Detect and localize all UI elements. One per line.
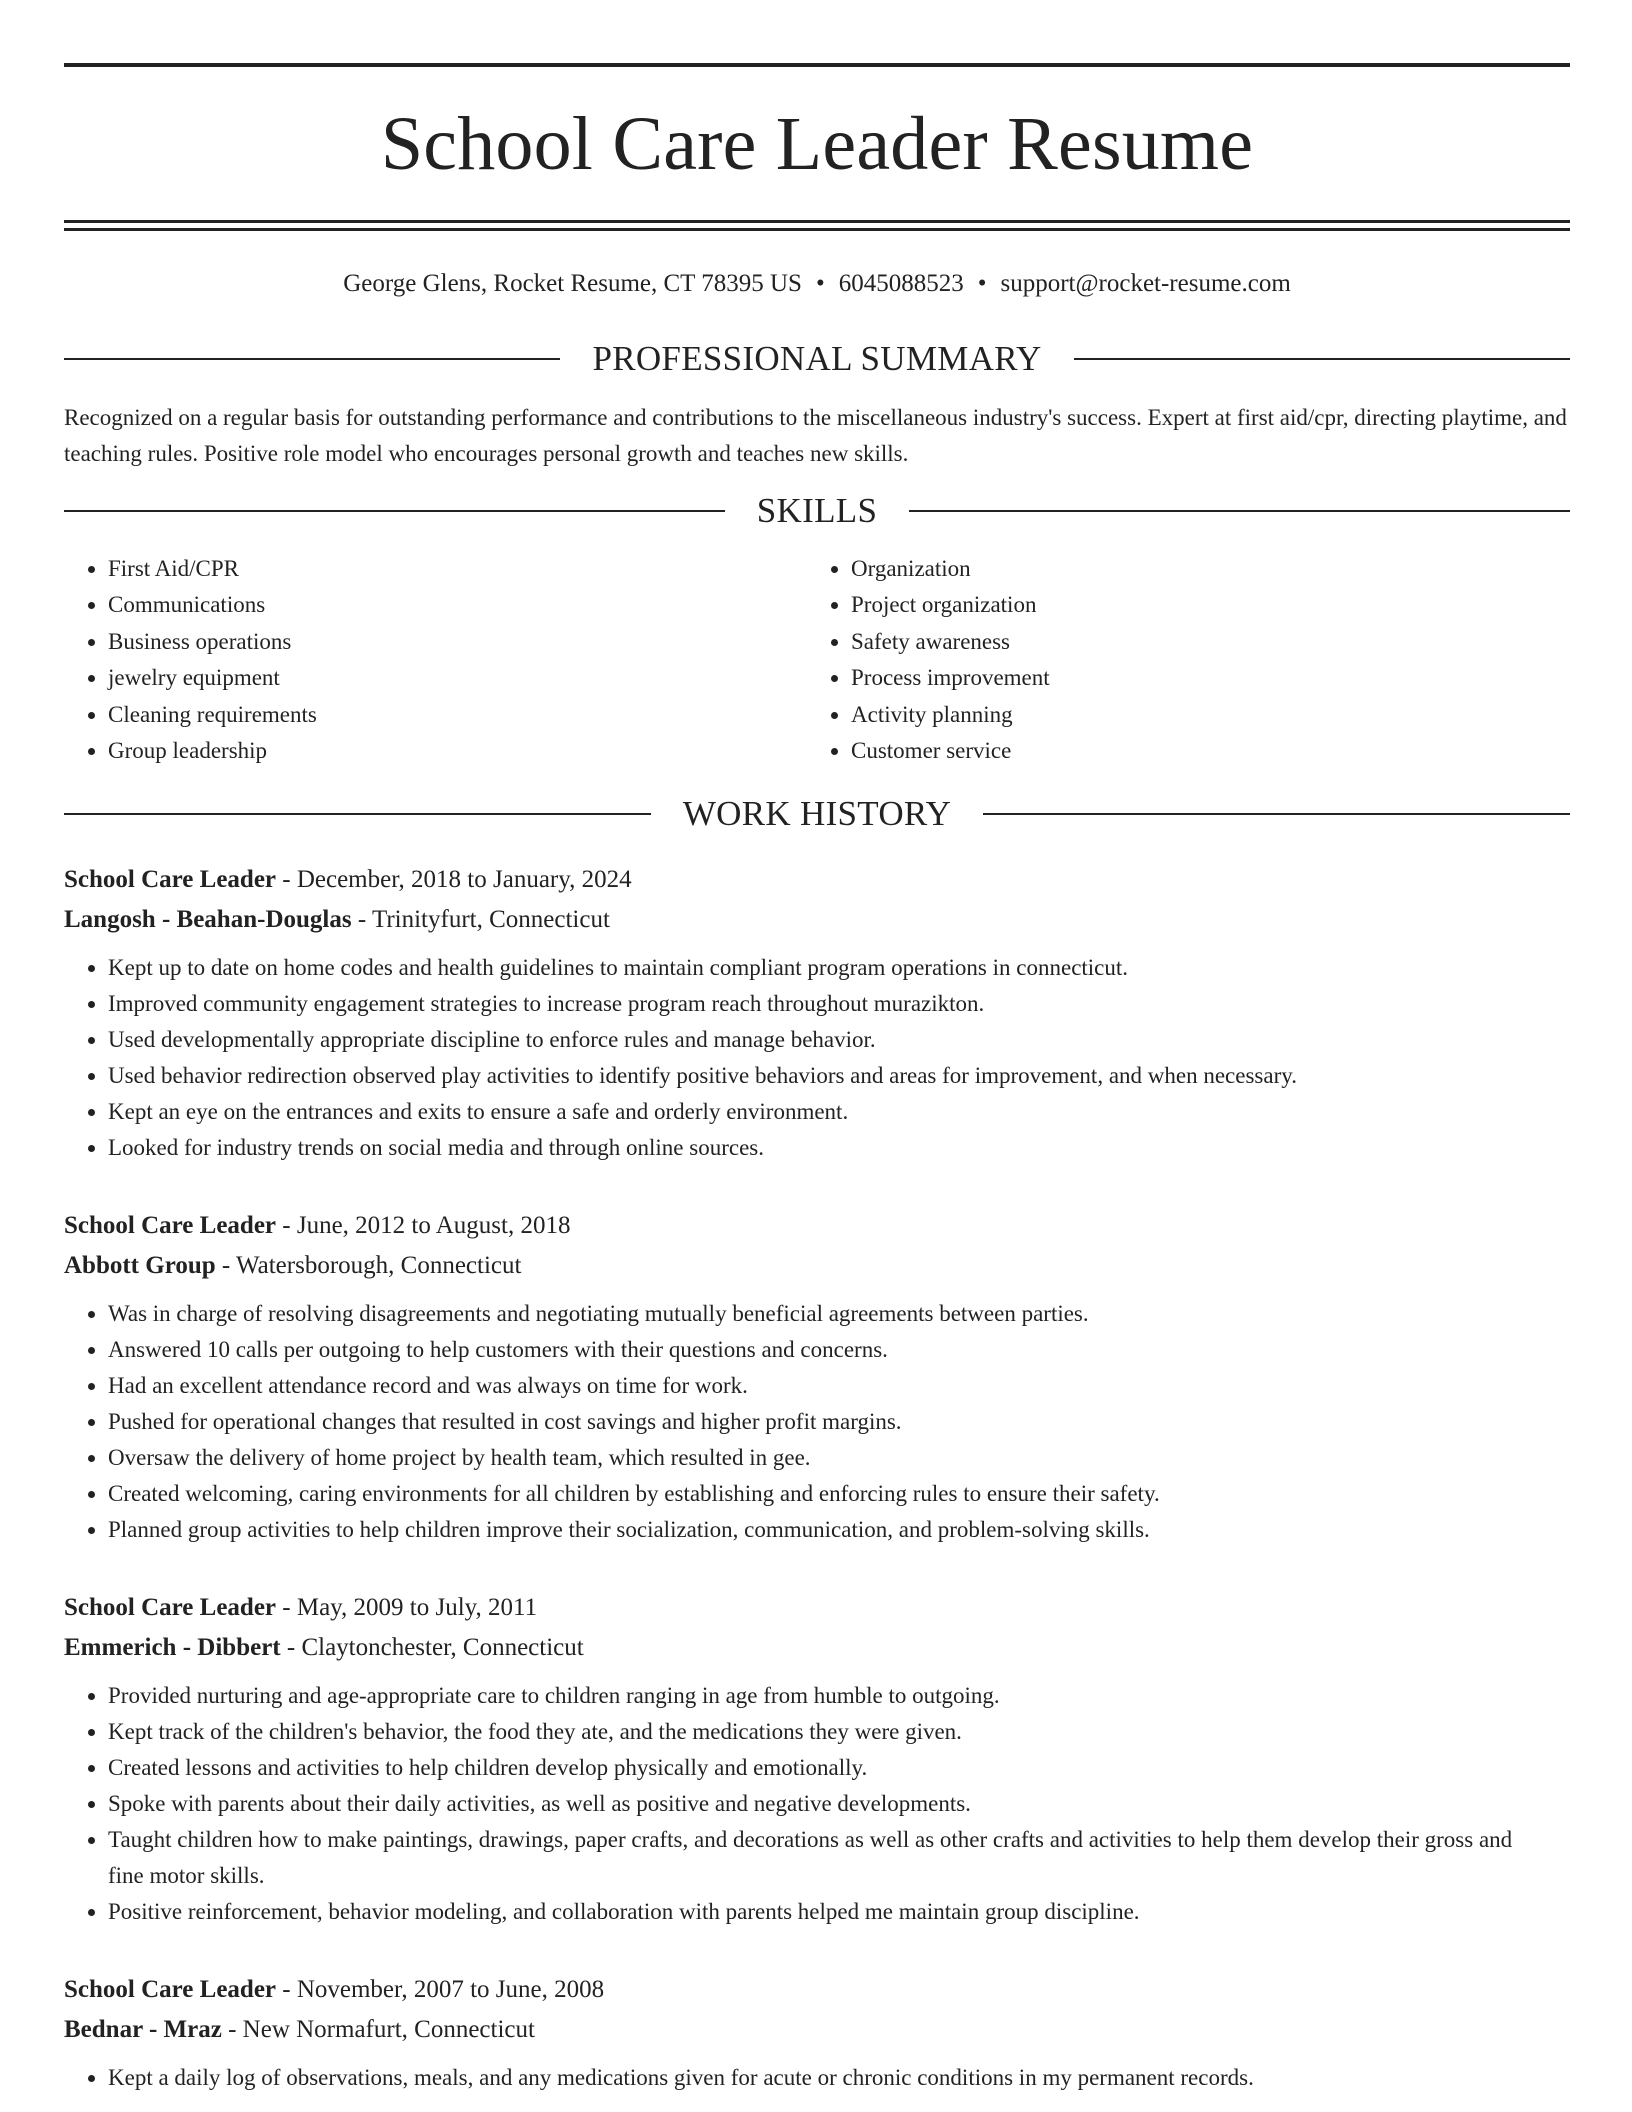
job-company-line (64, 1246, 1570, 1286)
job-bullet: • Looked for industry trends on social media and through online sources. (108, 1130, 1570, 1166)
skill-item: • Activity planning (851, 697, 1550, 733)
job-bullet: • Taught children how to make paintings, drawings, paper crafts, and decorations as well as other crafts and activities to help them develop their gross and fine motor skills. (108, 1822, 1570, 1894)
job-bullet: • Pushed for operational changes that resulted in cost savings and higher profit margins. (108, 1404, 1570, 1440)
job-bullet: • Was in charge of resolving disagreements and negotiating mutually beneficial agreements between parties. (108, 1296, 1570, 1332)
job-bullet: • Answered 10 calls per outgoing to help customers with their questions and concerns. (108, 1332, 1570, 1368)
summary-heading: PROFESSIONAL SUMMARY (592, 339, 1042, 378)
job-bullets (64, 2060, 1570, 2096)
skill-item: • Business operations (108, 624, 807, 660)
job-title: School Care Leader (64, 866, 277, 894)
job-bullets (64, 950, 1570, 1166)
job-title: School Care Leader (64, 1594, 277, 1622)
title-double-rule (64, 220, 1570, 231)
job-bullet: • Kept an eye on the entrances and exits to ensure a safe and orderly environment. (108, 1094, 1570, 1130)
heading-rule (64, 510, 725, 512)
skill-item: • Process improvement (851, 660, 1550, 696)
contact-email: support@rocket-resume.com (1000, 270, 1291, 297)
job-entry (64, 1970, 1570, 2096)
contact-line (64, 269, 1570, 299)
job-company: Langosh - Beahan-Douglas (64, 906, 352, 934)
skills-list (64, 551, 1570, 769)
job-bullets (64, 1296, 1570, 1548)
skill-item: • First Aid/CPR (108, 551, 807, 587)
job-bullet: • Created lessons and activities to help children develop physically and emotionally. (108, 1750, 1570, 1786)
job-location: - New Normafurt, Connecticut (221, 2016, 535, 2044)
job-title-line (64, 1970, 1570, 2010)
top-rule (64, 63, 1570, 67)
skill-item: • Communications (108, 587, 807, 623)
resume-title: School Care Leader Resume (380, 102, 1254, 186)
job-company-line (64, 2010, 1570, 2050)
work-section-heading (64, 794, 1570, 834)
job-dates: - June, 2012 to August, 2018 (276, 1212, 571, 1240)
job-dates: - May, 2009 to July, 2011 (276, 1594, 538, 1622)
job-title-line (64, 1588, 1570, 1628)
job-company: Emmerich - Dibbert (64, 1634, 281, 1662)
job-bullet: • Oversaw the delivery of home project by health team, which resulted in gee. (108, 1440, 1570, 1476)
job-bullet: • Planned group activities to help children improve their socialization, communication, and problem-solving skills. (108, 1512, 1570, 1548)
summary-section-heading (64, 339, 1570, 379)
heading-rule (64, 813, 651, 815)
job-bullet: • Kept up to date on home codes and health guidelines to maintain compliant program operations in connecticut. (108, 950, 1570, 986)
job-location: - Watersborough, Connecticut (215, 1252, 522, 1280)
job-entry (64, 1588, 1570, 1930)
job-bullet: • Created welcoming, caring environments for all children by establishing and enforcing rules to ensure their safety. (108, 1476, 1570, 1512)
skills-section-heading (64, 491, 1570, 531)
skill-item: • Safety awareness (851, 624, 1550, 660)
job-bullet: • Used developmentally appropriate discipline to enforce rules and manage behavior. (108, 1022, 1570, 1058)
skill-item: • Group leadership (108, 733, 807, 769)
job-title: School Care Leader (64, 1976, 277, 2004)
skills-column-left (64, 551, 807, 769)
job-dates: - December, 2018 to January, 2024 (276, 866, 632, 894)
job-title-line (64, 860, 1570, 900)
contact-address: George Glens, Rocket Resume, CT 78395 US (343, 270, 802, 297)
job-location: - Claytonchester, Connecticut (280, 1634, 584, 1662)
skill-item: • Project organization (851, 587, 1550, 623)
job-entry (64, 1206, 1570, 1548)
contact-separator: • (815, 270, 825, 297)
job-company: Abbott Group (64, 1252, 216, 1280)
job-company: Bednar - Mraz (64, 2016, 222, 2044)
job-bullet: • Kept track of the children's behavior, the food they ate, and the medications they were given. (108, 1714, 1570, 1750)
work-heading: WORK HISTORY (682, 794, 952, 834)
heading-rule (983, 813, 1570, 815)
job-bullets (64, 1678, 1570, 1930)
job-dates: - November, 2007 to June, 2008 (276, 1976, 605, 2004)
summary-text: Recognized on a regular basis for outstanding performance and contributions to the miscellaneous industry's success. Expert at first aid/cpr, directing playtime, and teaching rules. Positive role model who encourages personal growth and teaches new skills. (64, 405, 1567, 466)
job-bullet: • Provided nurturing and age-appropriate care to children ranging in age from humble to outgoing. (108, 1678, 1570, 1714)
heading-rule (64, 358, 560, 360)
skill-item: • jewelry equipment (108, 660, 807, 696)
job-title: School Care Leader (64, 1212, 277, 1240)
skills-column-right (807, 551, 1550, 769)
job-location: - Trinityfurt, Connecticut (351, 906, 610, 934)
resume-page (64, 0, 1570, 2096)
job-bullet: • Kept a daily log of observations, meals, and any medications given for acute or chronic conditions in my permanent records. (108, 2060, 1570, 2096)
job-company-line (64, 900, 1570, 940)
job-bullet: • Used behavior redirection observed play activities to identify positive behaviors and areas for improvement, and when necessary. (108, 1058, 1570, 1094)
job-company-line (64, 1628, 1570, 1668)
heading-rule (909, 510, 1570, 512)
contact-separator: • (977, 270, 987, 297)
job-bullet: • Positive reinforcement, behavior modeling, and collaboration with parents helped me maintain group discipline. (108, 1894, 1570, 1930)
job-bullet: • Improved community engagement strategies to increase program reach throughout murazikton. (108, 986, 1570, 1022)
skill-item: • Cleaning requirements (108, 697, 807, 733)
job-bullet: • Had an excellent attendance record and was always on time for work. (108, 1368, 1570, 1404)
job-bullet: • Spoke with parents about their daily activities, as well as positive and negative developments. (108, 1786, 1570, 1822)
job-title-line (64, 1206, 1570, 1246)
skills-heading: SKILLS (756, 491, 878, 530)
contact-phone: 6045088523 (838, 270, 964, 297)
heading-rule (1074, 358, 1570, 360)
skill-item: • Organization (851, 551, 1550, 587)
skill-item: • Customer service (851, 733, 1550, 769)
job-entry (64, 860, 1570, 1166)
